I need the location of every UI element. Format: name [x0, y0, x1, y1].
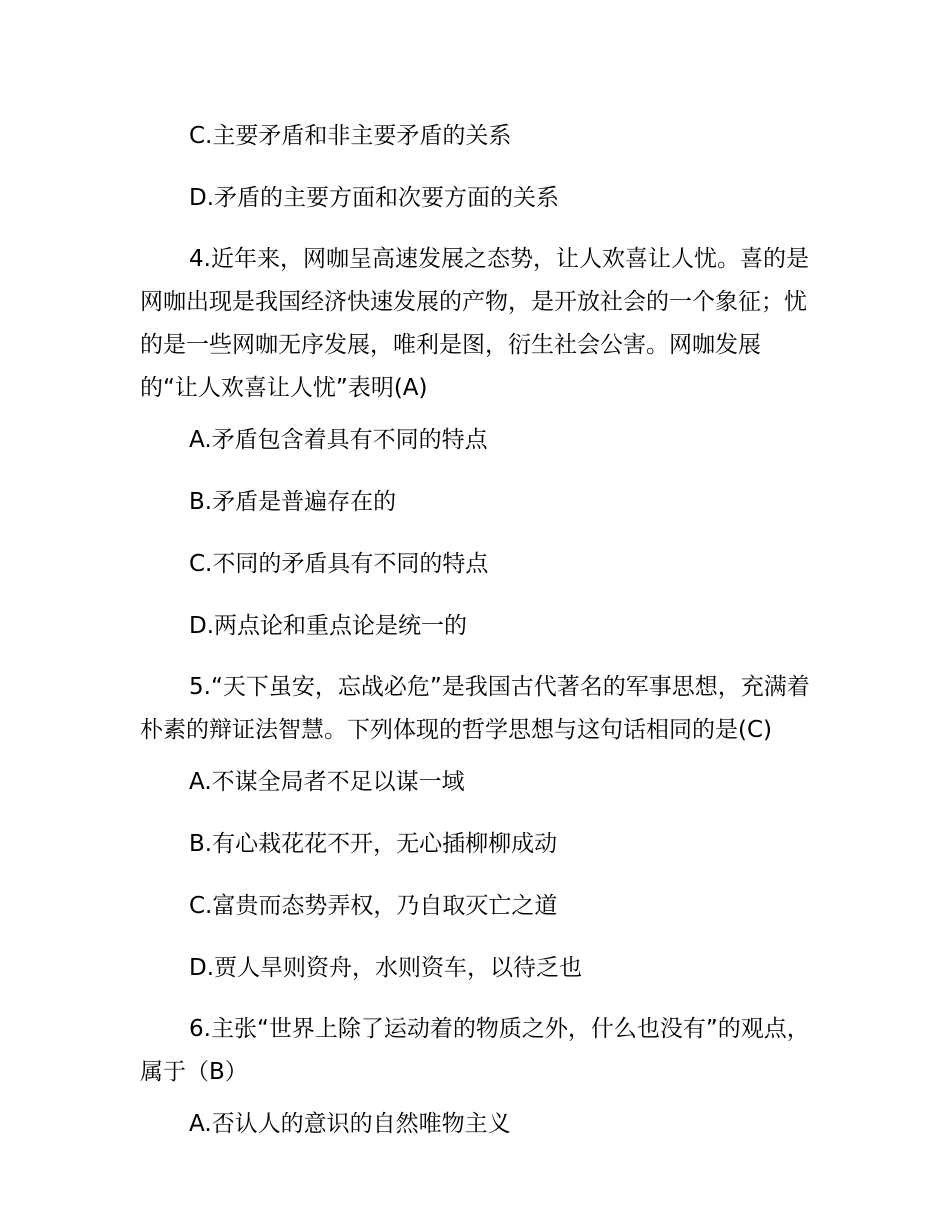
- answer-option-3d: D.矛盾的主要方面和次要方面的关系: [189, 185, 560, 211]
- question-6: 6.主张“世界上除了运动着的物质之外，什么也没有”的观点，属于（B）: [140, 1016, 810, 1085]
- answer-option-4b: B.矛盾是普遍存在的: [189, 489, 397, 515]
- answer-option-3c: C.主要矛盾和非主要矛盾的关系: [189, 123, 512, 149]
- answer-option-5d: D.贾人旱则资舟，水则资车，以待乏也: [189, 955, 583, 981]
- answer-option-6a: A.否认人的意识的自然唯物主义: [189, 1111, 511, 1137]
- question-4: 4.近年来，网咖呈高速发展之态势，让人欢喜让人忧。喜的是网咖出现是我国经济快速发展的产物，是开放社会的一个象征；忧的是一些网咖无序发展，唯利是图，衍生社会公害。网咖发展的“让人欢喜让人忧”表明(A): [140, 246, 809, 401]
- document-body: [140, 114, 812, 1164]
- answer-option-5b: B.有心栽花花不开，无心插柳柳成动: [189, 831, 558, 857]
- answer-option-5c: C.富贵而态势弄权，乃自取灭亡之道: [189, 893, 558, 919]
- answer-option-4c: C.不同的矛盾具有不同的特点: [189, 551, 489, 577]
- question-5: 5.“天下虽安，忘战必危”是我国古代著名的军事思想，充满着朴素的辩证法智慧。下列体现的哲学思想与这句话相同的是(C): [140, 674, 810, 743]
- answer-option-5a: A.不谋全局者不足以谋一域: [189, 769, 465, 795]
- answer-option-4d: D.两点论和重点论是统一的: [189, 613, 468, 639]
- answer-option-4a: A.矛盾包含着具有不同的特点: [189, 427, 488, 453]
